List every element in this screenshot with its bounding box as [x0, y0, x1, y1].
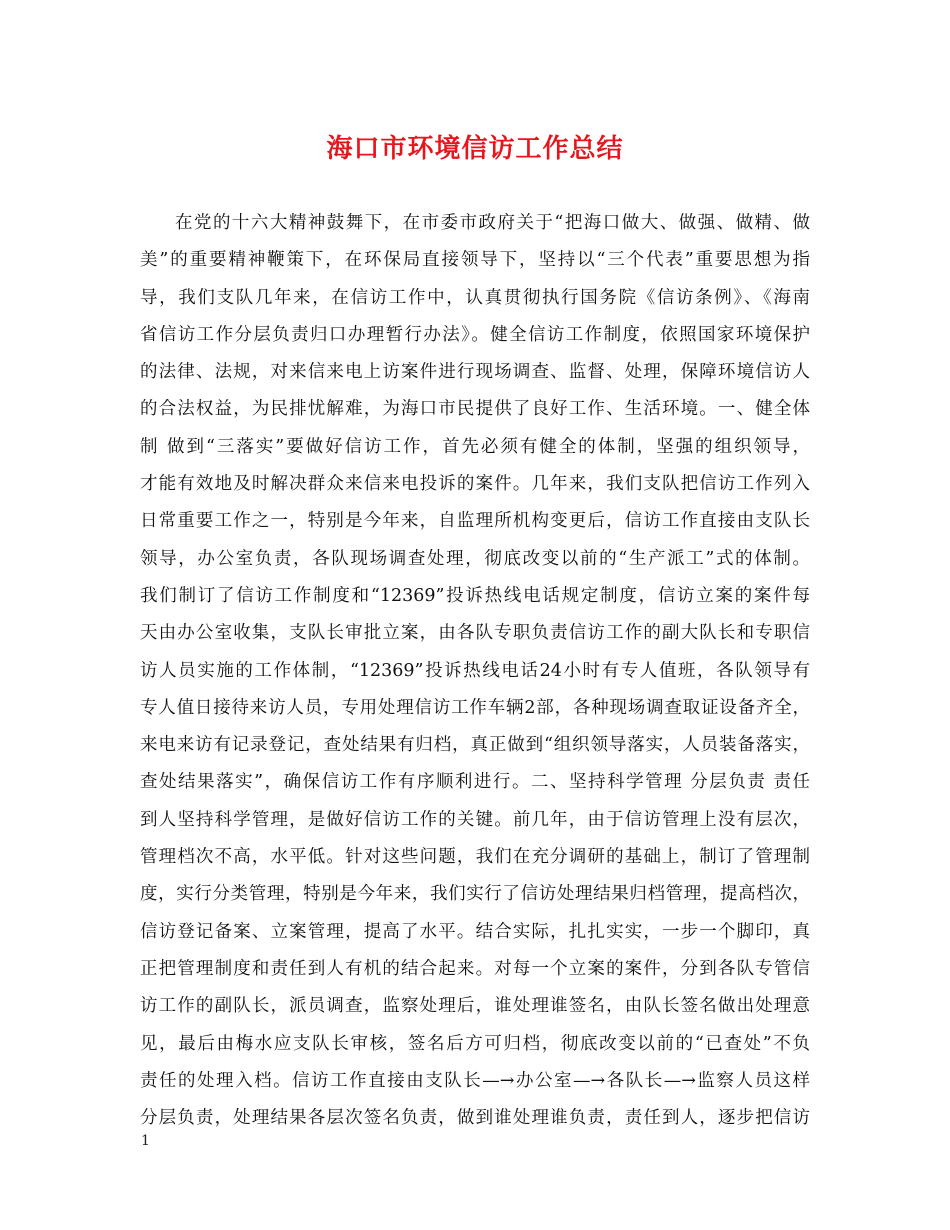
body-line: 正把管理制度和责任到人有机的结合起来。对每一个立案的案件，分到各队专管信: [140, 958, 810, 979]
body-line: 的合法权益，为民排忧解难，为海口市民提供了良好工作、生活环境。一、健全体: [140, 399, 810, 420]
document-body: [140, 205, 810, 1137]
body-line: 专人值日接待来访人员，专用处理信访工作车辆2部，各种现场调查取证设备齐全，: [140, 697, 810, 718]
page-number: 1: [141, 1133, 150, 1149]
body-line: 查处结果落实”，确保信访工作有序顺利进行。二、坚持科学管理 分层负责 责任: [140, 772, 810, 793]
body-line: 来电来访有记录登记，查处结果有归档，真正做到“组织领导落实，人员装备落实，: [140, 735, 810, 756]
body-line: 到人坚持科学管理，是做好信访工作的关键。前几年，由于信访管理上没有层次，: [140, 809, 810, 830]
body-line: 日常重要工作之一，特别是今年来，自监理所机构变更后，信访工作直接由支队长: [140, 511, 810, 532]
body-line: 才能有效地及时解决群众来信来电投诉的案件。几年来，我们支队把信访工作列入: [140, 474, 810, 495]
body-line: 在党的十六大精神鼓舞下，在市委市政府关于“把海口做大、做强、做精、做: [175, 213, 810, 233]
body-line: 的法律、法规，对来信来电上访案件进行现场调查、监督、处理，保障环境信访人: [140, 362, 810, 383]
body-line: 领导，办公室负责，各队现场调查处理，彻底改变以前的“生产派工”式的体制。: [140, 548, 810, 569]
body-line: 管理档次不高，水平低。针对这些问题，我们在充分调研的基础上，制订了管理制: [140, 847, 810, 868]
body-line: 分层负责，处理结果各层次签名负责，做到谁处理谁负责，责任到人，逐步把信访: [140, 1108, 810, 1129]
body-line: 我们制订了信访工作制度和“12369”投诉热线电话规定制度，信访立案的案件每: [140, 585, 810, 606]
document-title: 海口市环境信访工作总结: [326, 134, 624, 164]
body-line: 省信访工作分层负责归口办理暂行办法》。健全信访工作制度，依照国家环境保护: [140, 324, 810, 345]
body-line: 美”的重要精神鞭策下，在环保局直接领导下，坚持以“三个代表”重要思想为指: [140, 250, 810, 271]
body-line: 制 做到“三落实”要做好信访工作，首先必须有健全的体制，坚强的组织领导，: [140, 436, 810, 457]
body-line: 见，最后由梅水应支队长审核，签名后方可归档，彻底改变以前的“已查处”不负: [140, 1033, 810, 1054]
body-line: 导，我们支队几年来，在信访工作中，认真贯彻执行国务院《信访条例》、《海南: [140, 287, 810, 308]
body-line: 访工作的副队长，派员调查，监察处理后，谁处理谁签名，由队长签名做出处理意: [140, 996, 810, 1017]
body-line: 访人员实施的工作体制，“12369”投诉热线电话24小时有专人值班，各队领导有: [140, 660, 810, 681]
body-line: 天由办公室收集，支队长审批立案，由各队专职负责信访工作的副大队长和专职信: [140, 623, 810, 644]
body-line: 责任的处理入档。信访工作直接由支队长—→办公室—→各队长—→监察人员这样: [140, 1070, 810, 1091]
body-line: 度，实行分类管理，特别是今年来，我们实行了信访处理结果归档管理，提高档次，: [140, 884, 810, 905]
body-line: 信访登记备案、立案管理，提高了水平。结合实际，扎扎实实，一步一个脚印，真: [140, 921, 810, 942]
